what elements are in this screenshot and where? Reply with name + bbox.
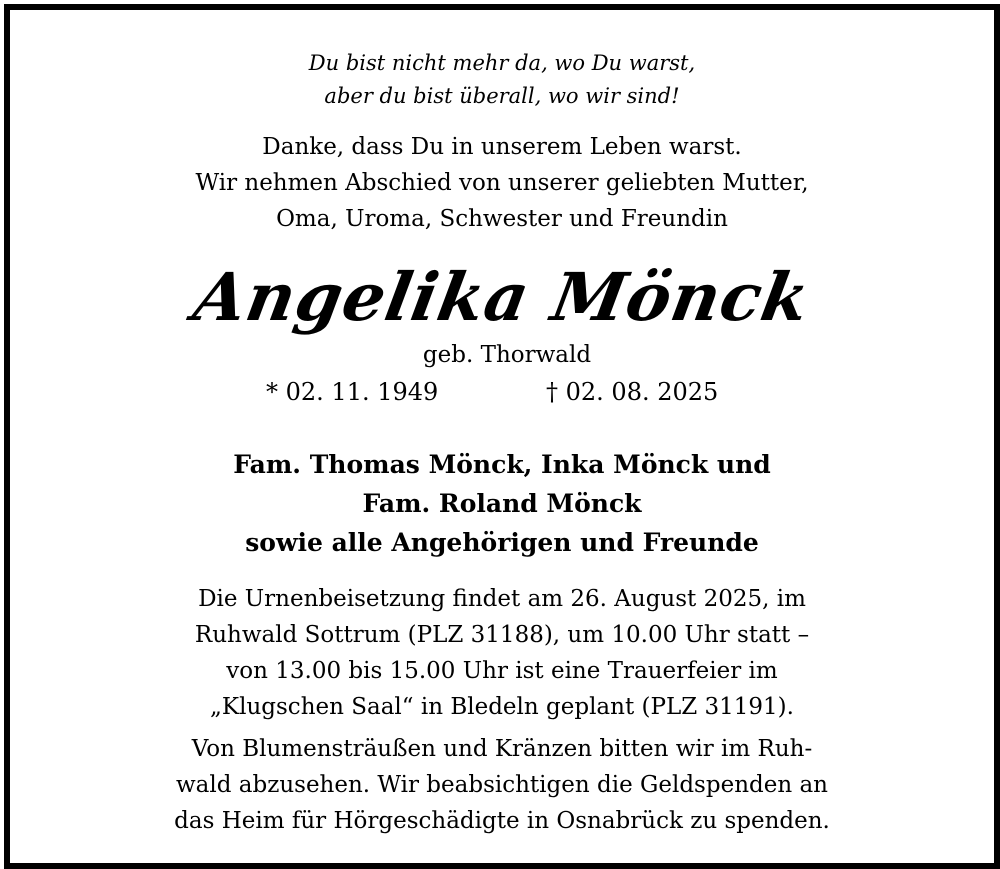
mourners-line-1: Fam. Thomas Mönck, Inka Mönck und xyxy=(233,450,771,479)
ceremony-line-3: von 13.00 bis 15.00 Uhr ist eine Trauerfeier im xyxy=(226,658,778,684)
donations-line-3: das Heim für Hörgeschädigte in Osnabrück zu spenden. xyxy=(174,808,830,834)
intro-line-1: Danke, dass Du in unserem Leben warst. xyxy=(262,134,742,160)
death-date: † 02. 08. 2025 xyxy=(546,378,719,406)
obituary-notice xyxy=(4,4,1000,869)
ceremony-line-1: Die Urnenbeisetzung findet am 26. August 2025, im xyxy=(198,586,806,612)
intro-line-3: Oma, Uroma, Schwester und Freundin xyxy=(276,206,728,232)
birth-name: geb. Thorwald xyxy=(422,342,592,368)
donations-line-2: wald abzusehen. Wir beabsichtigen die Geldspenden an xyxy=(175,772,828,798)
donations-line-1: Von Blumensträußen und Kränzen bitten wir im Ruh- xyxy=(191,736,813,762)
motto-line-2: aber du bist überall, wo wir sind! xyxy=(324,84,680,108)
ceremony-line-2: Ruhwald Sottrum (PLZ 31188), um 10.00 Uhr statt – xyxy=(194,622,810,648)
intro-line-2: Wir nehmen Abschied von unserer geliebten Mutter, xyxy=(195,170,809,196)
ceremony-line-4: „Klugschen Saal“ in Bledeln geplant (PLZ 31191). xyxy=(210,694,794,720)
birth-date: * 02. 11. 1949 xyxy=(266,378,439,406)
deceased-name: Angelika Mönck xyxy=(188,258,816,336)
motto-line-1: Du bist nicht mehr da, wo Du warst, xyxy=(308,51,696,75)
mourners-line-2: Fam. Roland Mönck xyxy=(362,489,642,518)
mourners-line-3: sowie alle Angehörigen und Freunde xyxy=(245,528,759,557)
